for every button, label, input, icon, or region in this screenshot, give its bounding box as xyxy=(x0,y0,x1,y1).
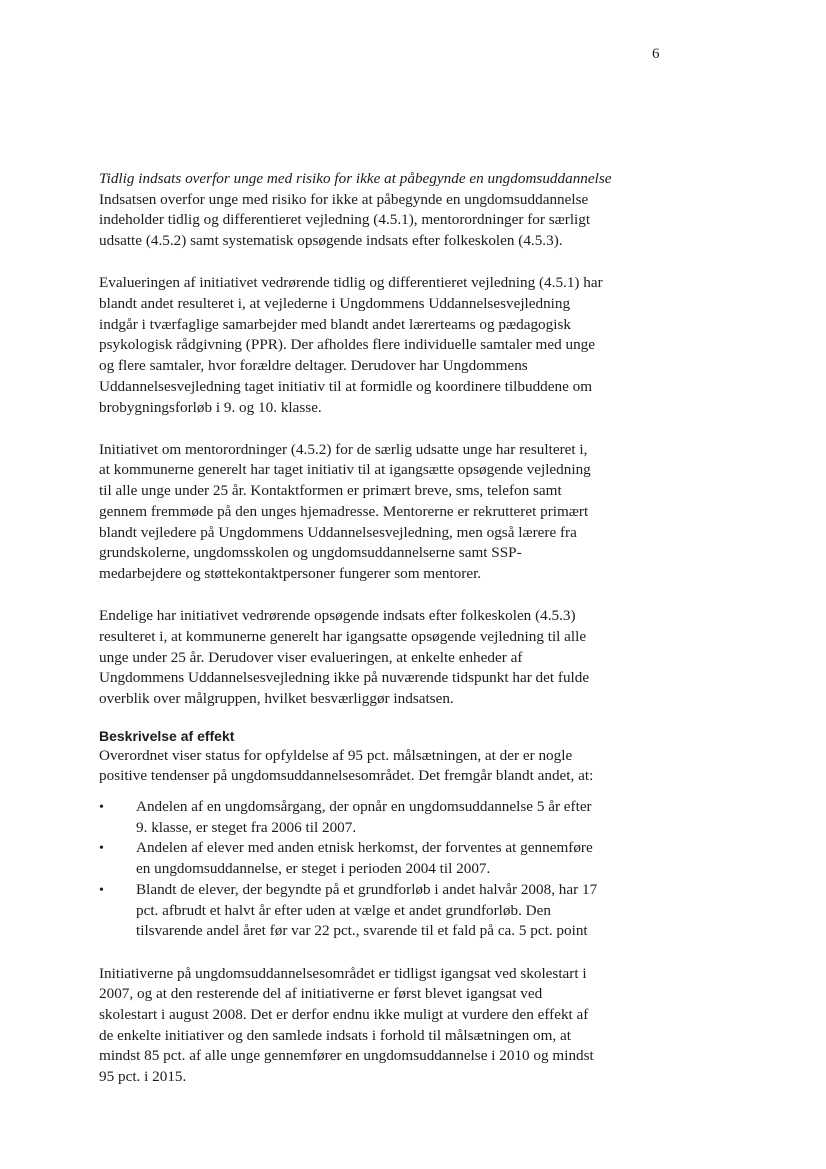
bullet-list xyxy=(99,797,629,942)
text-line: Ungdommens Uddannelsesvejledning ikke på nuværende tidspunkt har det fulde xyxy=(99,669,590,687)
text-line: Initiativet om mentorordninger (4.5.2) for de særlig udsatte unge har resulteret i, xyxy=(99,440,588,458)
text-line: resulteret i, at kommunerne generelt har igangsatte opsøgende vejledning til alle xyxy=(99,627,587,645)
section-title: Tidlig indsats overfor unge med risiko for ikke at påbegynde en ungdomsuddannelse xyxy=(99,170,612,187)
text-line: og flere samtaler, hvor forældre deltager. Derudover har Ungdommens xyxy=(99,357,528,375)
text-line: Overordnet viser status for opfyldelse af 95 pct. målsætningen, at der er nogle xyxy=(99,746,573,764)
text-line: Endelige har initiativet vedrørende opsøgende indsats efter folkeskolen (4.5.3) xyxy=(99,607,576,625)
text-line: at kommunerne generelt har taget initiativ til at igangsætte opsøgende vejledning xyxy=(99,461,591,479)
text-line: indeholder tidlig og differentieret vejledning (4.5.1), mentorordninger for særligt xyxy=(99,211,591,229)
text-line: 9. klasse, er steget fra 2006 til 2007. xyxy=(136,818,357,836)
text-line: tilsvarende andel året før var 22 pct., svarende til et fald på ca. 5 pct. point xyxy=(136,922,588,940)
text-line: Andelen af en ungdomsårgang, der opnår en ungdomsuddannelse 5 år efter xyxy=(136,798,592,816)
text-line: indgår i tværfaglige samarbejder med blandt andet lærerteams og pædagogisk xyxy=(99,315,571,333)
effect-heading: Beskrivelse af effekt xyxy=(99,727,235,744)
text-line: overblik over målgruppen, hvilket besværliggør indsatsen. xyxy=(99,689,454,707)
text-line: mindst 85 pct. af alle unge gennemfører en ungdomsuddannelse i 2010 og mindst xyxy=(99,1047,594,1065)
text-line: de enkelte initiativer og den samlede indsats i forhold til målsætningen om, at xyxy=(99,1026,571,1044)
text-line: Initiativerne på ungdomsuddannelsesområdet er tidligst igangsat ved skolestart i xyxy=(99,964,587,982)
text-line: blandt vejledere på Ungdommens Uddannelsesvejledning, men også lærere fra xyxy=(99,523,577,541)
bullet-icon xyxy=(99,838,109,860)
text-line: Indsatsen overfor unge med risiko for ikke at påbegynde en ungdomsuddannelse xyxy=(99,190,589,208)
text-line: Evalueringen af initiativet vedrørende tidlig og differentieret vejledning (4.5.1) har xyxy=(99,274,603,292)
text-line: blandt andet resulteret i, at vejlederne i Ungdommens Uddannelsesvejledning xyxy=(99,295,571,313)
list-item xyxy=(99,880,629,942)
text-line: skolestart i august 2008. Det er derfor endnu ikke muligt at vurdere den effekt af xyxy=(99,1005,589,1023)
text-line: pct. afbrudt et halvt år efter uden at vælge et andet grundforløb. Den xyxy=(136,901,551,919)
text-line: unge under 25 år. Derudover viser evalueringen, at enkelte enheder af xyxy=(99,648,523,666)
text-line: 95 pct. i 2015. xyxy=(99,1068,187,1086)
text-line: medarbejdere og støttekontaktpersoner fungerer som mentorer. xyxy=(99,564,482,582)
page-number: 6 xyxy=(652,46,660,62)
text-line: Andelen af elever med anden etnisk herkomst, der forventes at gennemføre xyxy=(136,839,593,857)
paragraph xyxy=(99,440,629,585)
text-line: udsatte (4.5.2) samt systematisk opsøgende indsats efter folkeskolen (4.5.3). xyxy=(99,232,563,250)
text-line: gennem fremmøde på den unges hjemadresse. Mentorerne er rekrutteret primært xyxy=(99,502,589,520)
bullet-icon xyxy=(99,797,109,819)
text-line: brobygningsforløb i 9. og 10. klasse. xyxy=(99,398,322,416)
paragraph xyxy=(99,964,629,1088)
paragraph xyxy=(99,746,629,787)
text-line: positive tendenser på ungdomsuddannelsesområdet. Det fremgår blandt andet, at: xyxy=(99,767,594,785)
paragraph xyxy=(99,273,629,418)
text-line: psykologisk rådgivning (PPR). Der afholdes flere individuelle samtaler med unge xyxy=(99,336,596,354)
text-line: grundskolerne, ungdomsskolen og ungdomsuddannelserne samt SSP- xyxy=(99,544,522,562)
text-line: 2007, og at den resterende del af initiativerne er først blevet igangsat ved xyxy=(99,985,543,1003)
bullet-icon xyxy=(99,880,109,902)
list-item xyxy=(99,797,629,838)
list-item xyxy=(99,838,629,879)
text-line: til alle unge under 25 år. Kontaktformen er primært breve, sms, telefon samt xyxy=(99,482,562,500)
page-body xyxy=(99,169,629,1088)
paragraph xyxy=(99,606,629,710)
paragraph xyxy=(99,190,629,252)
text-line: en ungdomsuddannelse, er steget i perioden 2004 til 2007. xyxy=(136,860,491,878)
text-line: Uddannelsesvejledning taget initiativ til at formidle og koordinere tilbuddene om xyxy=(99,377,593,395)
text-line: Blandt de elever, der begyndte på et grundforløb i andet halvår 2008, har 17 xyxy=(136,880,598,898)
